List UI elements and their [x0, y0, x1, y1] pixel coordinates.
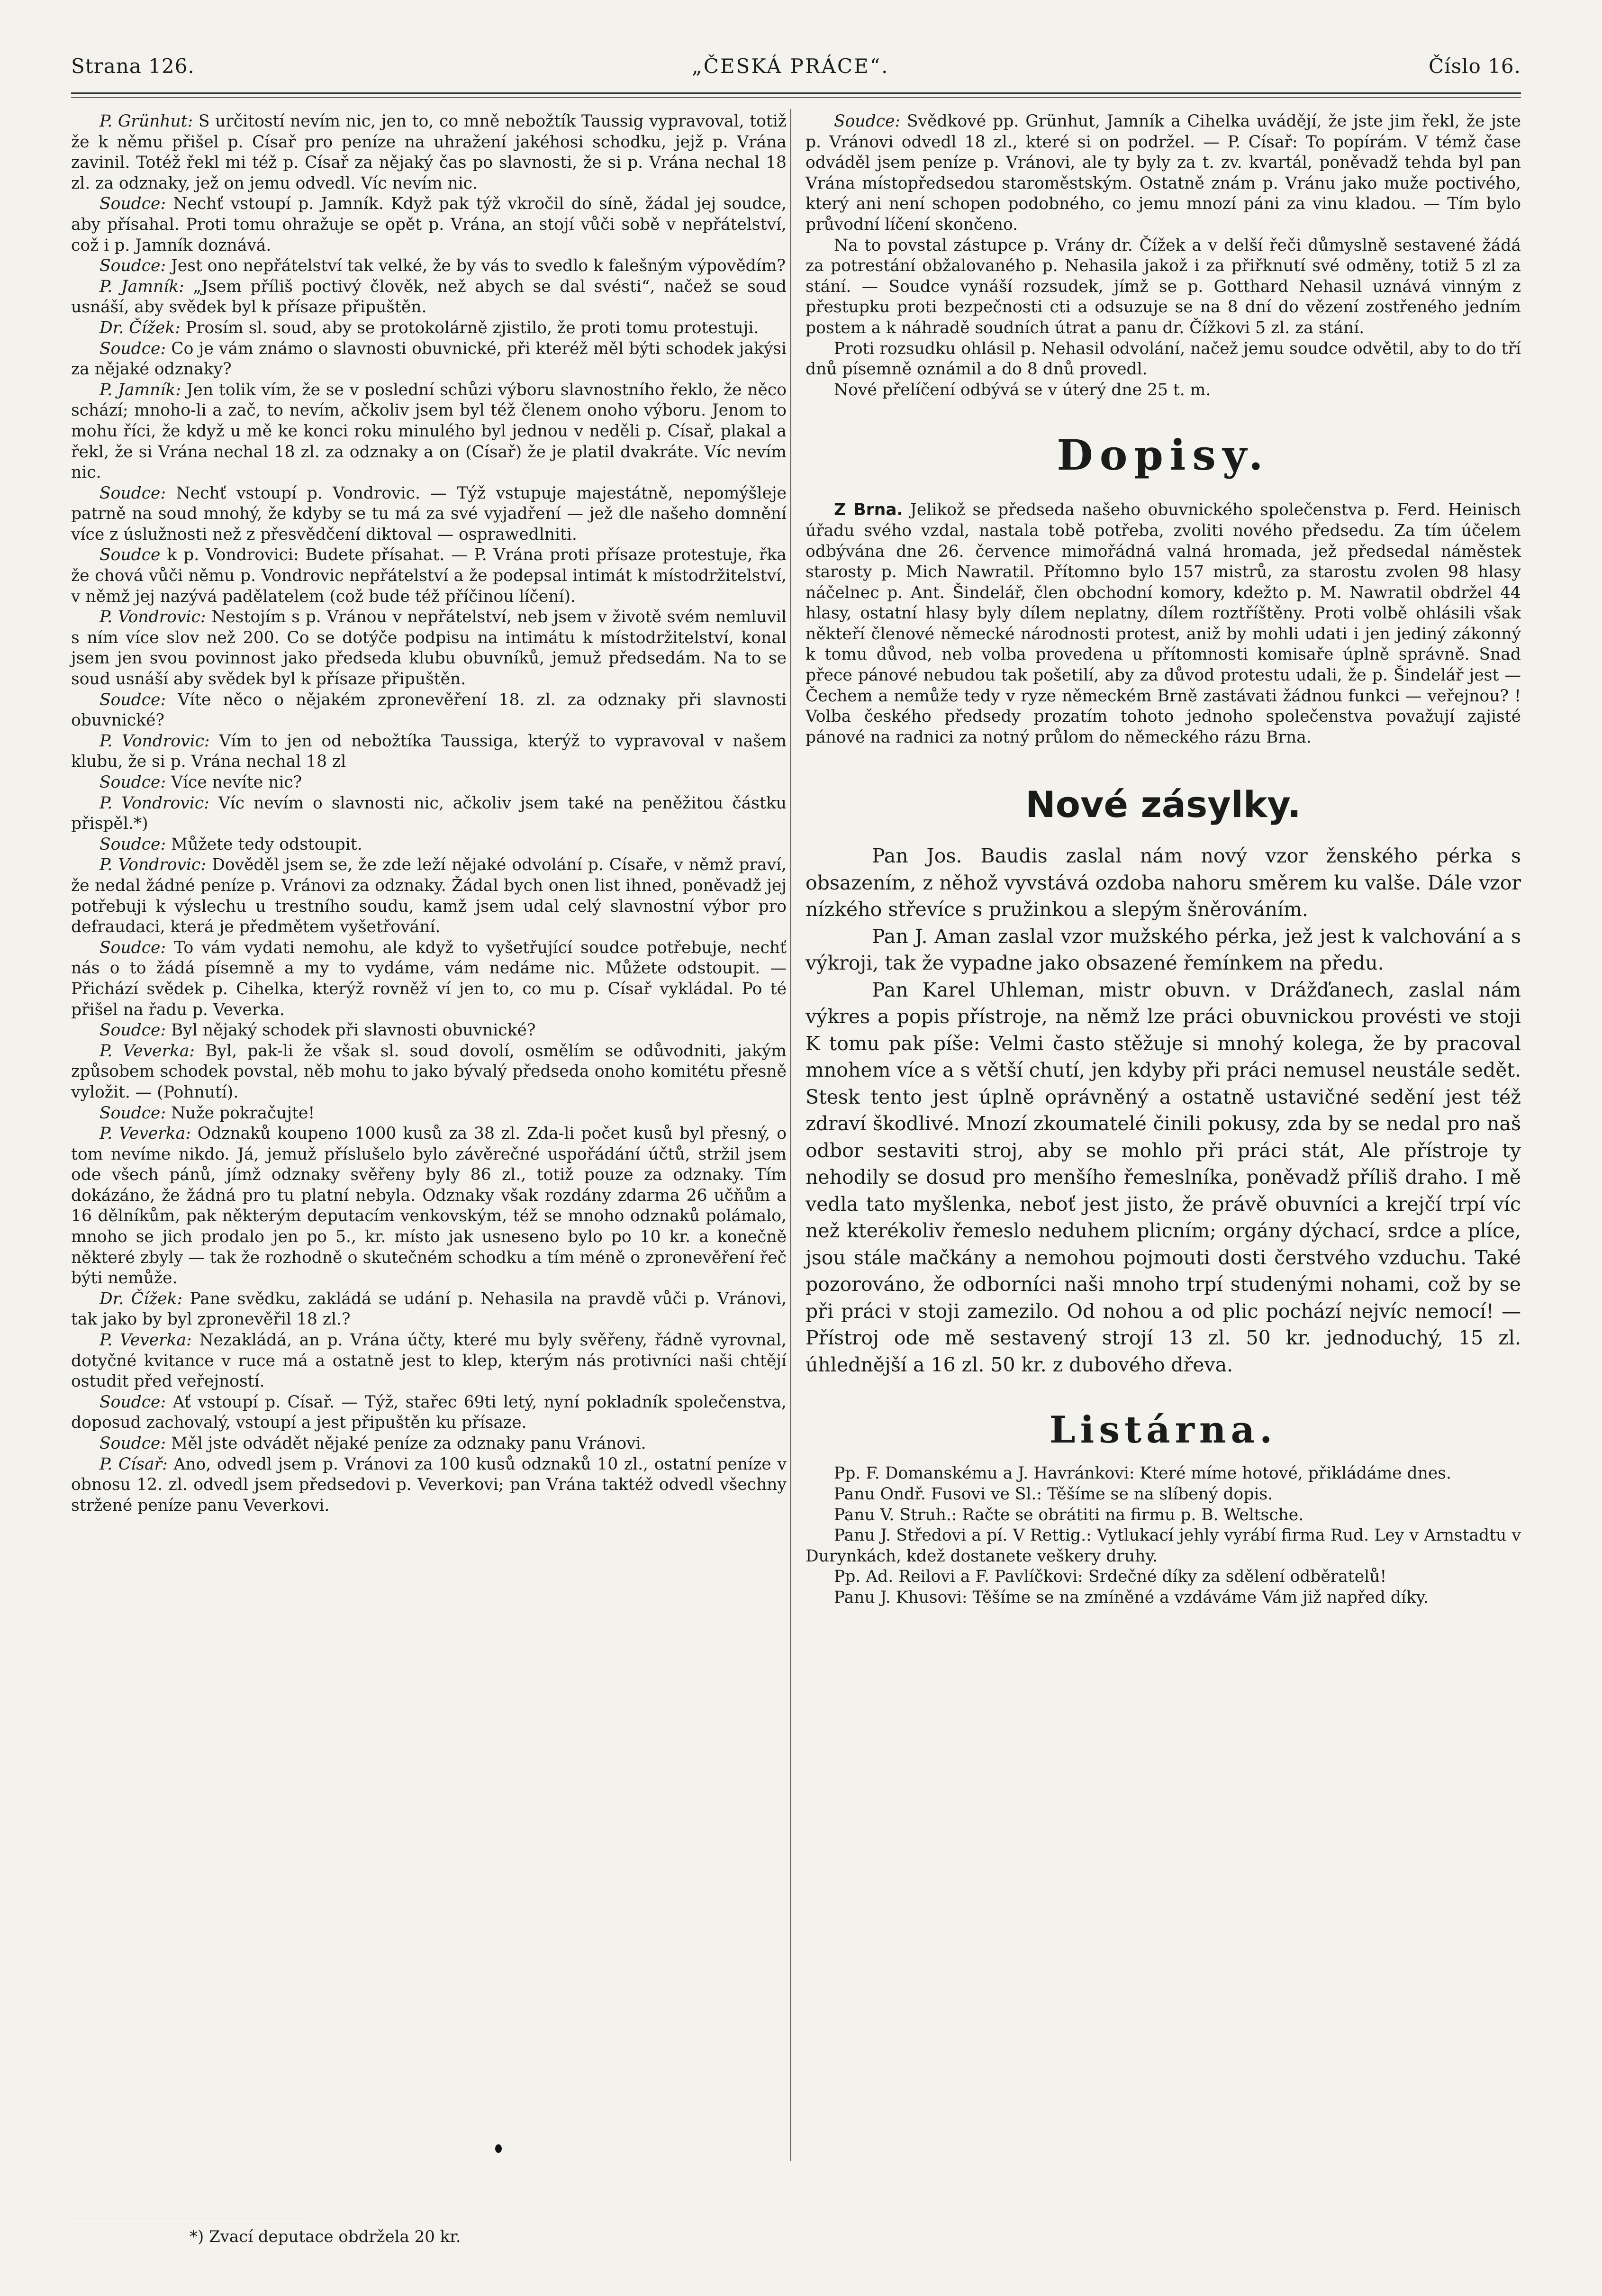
header-rule-thin — [71, 97, 1521, 98]
testimony-text: Na to povstal zástupce p. Vrány dr. Čížek a v delší řeči důmyslně sestavené žádá za potrestání obžalovaného p. Nehasila jakož i za přiřknutí své odměny, totiž 5 zl za stání. — Soudce vynáší rozsudek, jímž se p. Gotthard Nehasil uznává vinným z přestupku proti bezpečnosti cti a odsuzuje se na 8 dní do vězení zostřeného jedním postem a k náhradě soudních útrat a panu dr. Čížkovi 5 zl. za stání. — [806, 236, 1521, 337]
testimony-paragraph — [71, 1124, 787, 1289]
header-rule — [71, 92, 1521, 94]
testimony-text: S určitostí nevím nic, jen to, co mně nebožtík Taussig vypravoval, totiž že k němu přišel p. Císař pro peníze na uhražení jakéhosi schodku, jejž p. Vrána zavinil. Totéž řekl mi též p. Císař za nějaký čas po slavnosti, že si p. Vrána nechal 18 zl. za odznaky, jež on jemu odvedl. Víc nevím nic. — [71, 112, 787, 193]
testimony-paragraph — [71, 256, 787, 277]
speaker-label: Soudce: — [100, 938, 166, 957]
speaker-label: P. Grünhut: — [100, 112, 193, 131]
speaker-label: Soudce — [100, 545, 161, 565]
speaker-label: Soudce: — [100, 1103, 166, 1123]
testimony-text: Ať vstoupí p. Císař. — Týž, stařec 69ti letý, nyní pokladník společenstva, doposud zachovalý, vstoupí a jest připuštěn ku přísaze. — [71, 1392, 787, 1433]
dopisy-text: Jelikož se předseda našeho obuvnického společenstva p. Ferd. Heinisch úřadu svého vzdal, nastala tobě potřeba, zvoliti nového předsedu. Za tím účelem odbývána dne 26. července mimořádná valná hromada, jež předsedal náměstek starosty p. Mich Nawratil. Přítomno bylo 157 mistrů, za starostu zvolen 98 hlasy náčelnec p. Ant. Šindelář, člen obchodní komory, kdežto p. M. Nawratil obdržel 44 hlasy, ostatní hlasy byly dílem neplatny, dílem roztříštěny. Proti volbě ohlásili však někteří členové německé národnosti protest, aniž by mohli udati i jen jediný zákonný k tomu důvod, neb volba provedena u přítomnosti komisaře úplně správně. Snad přece pánové nebudou tak pošetilí, aby za důvod protestu udali, že p. Šindelář jest — Čechem a nemůže tedy v ryze německém Brně zastávati žádnou funkci — veřejnou? ! Volba českého předsedy prozatím tohoto jednoho společenstva považují zajisté pánové na radnici za notný průlom do německého rázu Brna. — [806, 500, 1521, 747]
testimony-text: Můžete tedy odstoupit. — [166, 835, 362, 854]
testimony-text: Nové přelíčení odbývá se v úterý dne 25 t. m. — [834, 380, 1211, 399]
speaker-label: Soudce: — [100, 1392, 166, 1412]
testimony-paragraph — [71, 772, 787, 793]
testimony-paragraph — [806, 111, 1521, 236]
ink-spot — [495, 2144, 502, 2153]
testimony-paragraph — [71, 835, 787, 855]
testimony-paragraph — [71, 277, 787, 318]
testimony-paragraph — [71, 1041, 787, 1103]
testimony-paragraph — [71, 855, 787, 937]
listarna-item: Panu J. Khusovi: Těšíme se na zmíněné a vzdáváme Vám již napřed díky. — [834, 1588, 1429, 1607]
testimony-paragraph — [71, 1330, 787, 1392]
listarna-heading: Listárna. — [1049, 1408, 1277, 1452]
testimony-paragraph — [71, 793, 787, 835]
nove-zasylky-body — [806, 843, 1521, 1378]
testimony-paragraph — [71, 483, 787, 545]
speaker-label: P. Veverka: — [100, 1124, 191, 1143]
testimony-paragraph — [71, 194, 787, 256]
speaker-label: Soudce: — [834, 112, 901, 131]
speaker-label: P. Veverka: — [100, 1331, 192, 1350]
testimony-text: Nestojím s p. Vránou v nepřátelství, neb jsem v životě svém nemluvil s ním více slov než 200. Co se dotýče podpisu na intimátu k místodržitelství, konal jsem jen svou povinnost jako předseda klubu obuvníků, jemuž předsedám. Na to se soud usnáší aby svědek byl k přísaze připuštěn. — [71, 608, 787, 689]
nove-zasylky-heading: Nové zásylky. — [1025, 783, 1301, 826]
testimony-paragraph — [806, 380, 1521, 401]
testimony-paragraph — [71, 690, 787, 731]
testimony-text: Nezakládá, an p. Vrána účty, které mu byly svěřeny, řádně vyrovnal, dotyčné kvitance v ruce má a ostatně jest to klep, kterým nás protivníci naši chtějí ostudit před veřejností. — [71, 1331, 787, 1391]
testimony-paragraph — [71, 731, 787, 772]
testimony-text: Nuže pokračujte! — [166, 1103, 315, 1123]
speaker-label: Soudce: — [100, 194, 166, 214]
testimony-text: Odznaků koupeno 1000 kusů za 38 zl. Zda-li počet kusů byl přesný, o tom nevíme nikdo. Já, jemuž příslušelo bylo závěrečné uspořádání účtů, stržil jsem ode všech pánů, jímž odznaky svěřeny byly 86 zl., totiž pouze za odznaky. Tím dokázáno, že žádná pro tu platní nebyla. Odznaky však rozdány zdarma 26 učňům a 16 dělníkům, pak některým deputacím venkovským, též se mnoho odznaků polámalo, mnoho se jich prodalo jen po 5., kr. místo jak usneseno bylo po 10 kr. a konečně některé zbyly — tak že rozhodně o skutečném schodku a tím méně o zpronevěření řeč býti nemůže. — [71, 1124, 787, 1288]
page-header — [71, 45, 1521, 88]
newspaper-title: „ČESKÁ PRÁCE“. — [692, 54, 889, 78]
column-divider — [790, 109, 791, 2161]
speaker-label: Soudce: — [100, 483, 166, 503]
testimony-text: Jest ono nepřátelství tak velké, že by vás to svedlo k falešným výpovědím? — [166, 256, 786, 276]
zasylka-paragraph: Pan Jos. Baudis zaslal nám nový vzor ženského pérka s obsazením, z něhož vyvstává ozdoba nahoru směrem ku valše. Dále vzor nízkého střevíce s pružinkou a slepým šněrováním. — [806, 844, 1521, 921]
testimony-text: Byl, pak-li že však sl. soud dovolí, osmělím se odůvodniti, jakým způsobem schodek povstal, něb mohu to jako bývalý předseda onoho komitétu přesně vyložit. — (Pohnutí). — [71, 1041, 787, 1102]
testimony-text: Víte něco o nějakém zpronevěření 18. zl. za odznaky při slavnosti obuvnické? — [71, 690, 787, 730]
left-column — [71, 111, 787, 1516]
dopisy-heading: Dopisy. — [1057, 430, 1270, 480]
testimony-text: Nechť vstoupí p. Jamník. Když pak týž vkročil do síně, žádal jej soudce, aby přísahal. Proti tomu ohražuje se opět p. Vrána, an stojí vůči sobě v nepřátelství, což i p. Jamník doznává. — [71, 194, 787, 255]
testimony-paragraph — [71, 545, 787, 607]
listarna-item: Pp. Ad. Reilovi a F. Pavlíčkovi: Srdečné díky za sdělení odběratelů! — [834, 1567, 1387, 1587]
testimony-paragraph — [71, 380, 787, 483]
testimony-text: Víc nevím o slavnosti nic, ačkoliv jsem také na peněžitou částku přispěl.*) — [71, 793, 787, 834]
right-column — [806, 111, 1521, 1608]
speaker-label: P. Jamník: — [100, 380, 181, 399]
testimony-text: Dověděl jsem se, že zde leží nějaké odvolání p. Císaře, v němž praví, že nedal žádné peníze p. Vránovi za odznaky. Žádal bych onen list ihned, poněvadž jej potřebuji k výslechu u trestního soudu, kamž jsem udal celý slavnostní výbor pro defraudaci, která je předmětem vyšetřování. — [71, 855, 787, 937]
speaker-label: P. Veverka: — [100, 1041, 195, 1061]
testimony-paragraph — [71, 318, 787, 339]
testimony-text: „Jsem příliš poctivý člověk, než abych se dal svésti“, načež se soud usnáší, aby svědek byl k přísaze připuštěn. — [71, 277, 787, 317]
testimony-text: Svědkové pp. Grünhut, Jamník a Cihelka uvádějí, že jste jim řekl, že jste p. Vránovi odvedl 18 zl., které si on podržel. — P. Císař: To popírám. V témž čase odváděl jsem peníze p. Vránovi, ale ty byly za t. zv. kvartál, poněvadž tehda byl pan Vrána místopředsedou staroměstským. Ostatně znám p. Vránu jako muže poctivého, který ani není schopen podobného, co jemu mnozí páni za vinu kladou. — Tím bylo průvodní líčení skončeno. — [806, 112, 1521, 234]
speaker-label: Soudce: — [100, 339, 166, 358]
dopisy-city: Z Brna. — [834, 500, 903, 520]
testimony-paragraph — [71, 607, 787, 690]
listarna-item: Panu V. Struh.: Račte se obrátiti na firmu p. B. Weltsche. — [834, 1505, 1304, 1525]
testimony-text: Ano, odvedl jsem p. Vránovi za 100 kusů odznaků 10 zl., ostatní peníze v obnosu 12. zl. odvedl jsem předsedovi p. Veverkovi; pan Vrána taktéž odvedl všechny stržené peníze panu Veverkovi. — [71, 1454, 787, 1515]
speaker-label: Soudce: — [100, 773, 166, 792]
testimony-text: Vím to jen od nebožtíka Taussiga, kterýž to vypravoval v našem klubu, že si p. Vrána nechal 18 zl — [71, 731, 787, 771]
testimony-text: Pane svědku, zakládá se udání p. Nehasila na pravdě vůči p. Vránovi, tak jako by byl zpronevěřil 18 zl.? — [71, 1289, 787, 1329]
speaker-label: Soudce: — [100, 256, 166, 276]
speaker-label: P. Jamník: — [100, 277, 184, 296]
speaker-label: Dr. Čížek: — [100, 1289, 183, 1308]
listarna-item: Panu Ondř. Fusovi ve Sl.: Těšíme se na slíbený dopis. — [834, 1485, 1273, 1504]
dopisy-paragraph — [806, 500, 1521, 748]
court-report-end — [806, 111, 1521, 400]
testimony-paragraph — [71, 1454, 787, 1516]
speaker-label: P. Císař: — [100, 1454, 168, 1474]
listarna-item: Pp. F. Domanskému a J. Havránkovi: Které míme hotové, přikládáme dnes. — [834, 1464, 1451, 1483]
testimony-paragraph — [71, 339, 787, 380]
testimony-paragraph — [71, 1392, 787, 1434]
testimony-text: To vám vydati nemohu, ale když to vyšetřující soudce potřebuje, nechť nás o to žádá písemně a my to vydáme, vám nedáme nic. Můžete odstoupit. — Přichází svědek p. Cihelka, kterýž rovněž ví jen to, co mu p. Císař vykládal. Po té přišel na řadu p. Veverka. — [71, 938, 787, 1019]
testimony-paragraph — [71, 1434, 787, 1454]
speaker-label: P. Vondrovic: — [100, 731, 210, 751]
testimony-text: Co je vám známo o slavnosti obuvnické, při kteréž měl býti schodek jakýsi za nějaké odznaky? — [71, 339, 787, 379]
speaker-label: P. Vondrovic: — [100, 793, 209, 813]
testimony-paragraph — [71, 938, 787, 1020]
testimony-text: Měl jste odvádět nějaké peníze za odznaky panu Vránovi. — [166, 1434, 646, 1453]
testimony-text: Jen tolik vím, že se v poslední schůzi výboru slavnostního řeklo, že něco schází; mnoho-li a zač, to nevím, ačkoliv jsem byl též členem onoho výboru. Jenom to mohu říci, že když u mě ke konci roku minulého byl jednou v neděli p. Císař, plakal a řekl, že si Vrána nechal 18 zl. za odznaky a on (Císař) že je platil dvakráte. Víc nevím nic. — [71, 380, 787, 482]
footnote: *) Zvací deputace obdržela 20 kr. — [190, 2227, 461, 2246]
testimony-text: k p. Vondrovici: Budete přísahat. — P. Vrána proti přísaze protestuje, řka že chová vůči němu p. Vondrovic nepřátelství a že podepsal intimát k místodržitelství, v němž jej nazývá padělatelem (což bude též příčinou líčení). — [71, 545, 787, 606]
testimony-text: Více nevíte nic? — [166, 773, 302, 792]
testimony-text: Byl nějaký schodek při slavnosti obuvnické? — [166, 1021, 536, 1040]
testimony-paragraph — [71, 1020, 787, 1041]
speaker-label: P. Vondrovic: — [100, 855, 206, 875]
testimony-paragraph — [71, 1289, 787, 1330]
testimony-paragraph — [71, 111, 787, 194]
speaker-label: Soudce: — [100, 835, 166, 854]
page-number: Strana 126. — [71, 54, 195, 78]
testimony-text: Proti rozsudku ohlásil p. Nehasil odvolání, načež jemu soudce odvětil, aby to do tří dnů písemně oznámil a do 8 dnů provedl. — [806, 339, 1521, 379]
zasylka-paragraph: Pan Karel Uhleman, mistr obuvn. v Drážďanech, zaslal nám výkres a popis přístroje, na němž lze práci obuvnickou provésti ve stoji K tomu pak píše: Velmi často stěžuje si mnohý kolega, že by pracoval mnohem více a s větší chutí, jen kdyby při práci nemusel neustále sedět. Stesk tento jest úplně oprávněný a ostatně ustavičné sedění jest též zdraví škodlivé. Mnozí zkoumatelé činili pokusy, zda by se nedal pro naš odbor sestaviti stroj, aby se mohlo při práci stát, Ale přístroje ty nehodily se dosud pro menšího řemeslníka, poněvadž příliš draho. I mě vedla tato myšlenka, neboť jest jisto, že právě obuvníci a krejčí trpí víc než kterékoliv řemeslo neduhem plicním; orgány dýchací, srdce a plíce, jsou stále mačkány a nemohou pojmouti dosti čerstvého vzduchu. Také pozorováno, že odborníci naši mnoho trpí studenými nohami, což by se při práci v stoji zamezilo. Od nohou a od plic pochází nejvíc nemocí! — Přístroj ode mě sestavený strojí 13 zl. 50 kr. jednoduchý, 15 zl. úhlednější a 16 zl. 50 kr. z dubového dřeva. — [806, 978, 1521, 1376]
zasylka-paragraph: Pan J. Aman zaslal vzor mužského pérka, jež jest k valchování a s výkroji, tak že vypadne jako obsazené řemínkem na předu. — [806, 925, 1521, 975]
issue-number: Číslo 16. — [1429, 54, 1521, 78]
testimony-paragraph — [806, 339, 1521, 380]
speaker-label: P. Vondrovic: — [100, 608, 206, 627]
speaker-label: Soudce: — [100, 690, 166, 709]
speaker-label: Soudce: — [100, 1021, 166, 1040]
listarna-item: Panu J. Středovi a pí. V Rettig.: Vytlukací jehly vyrábí firma Rud. Ley v Arnstadtu v Durynkách, kdež dostanete veškery druhy. — [806, 1526, 1521, 1566]
speaker-label: Dr. Čížek: — [100, 318, 181, 337]
testimony-text: Nechť vstoupí p. Vondrovic. — Týž vstupuje majestátně, nepomýšleje patrně na soud mnohý, že kdyby se tu má za své vyjadření — jež dle našeho domnění více z úslužnosti než z přesvědčení diktoval — osprawedlniti. — [71, 483, 787, 544]
speaker-label: Soudce: — [100, 1434, 166, 1453]
testimony-paragraph — [806, 236, 1521, 339]
testimony-paragraph — [71, 1103, 787, 1124]
testimony-text: Prosím sl. soud, aby se protokolárně zjistilo, že proti tomu protestuji. — [180, 318, 759, 337]
